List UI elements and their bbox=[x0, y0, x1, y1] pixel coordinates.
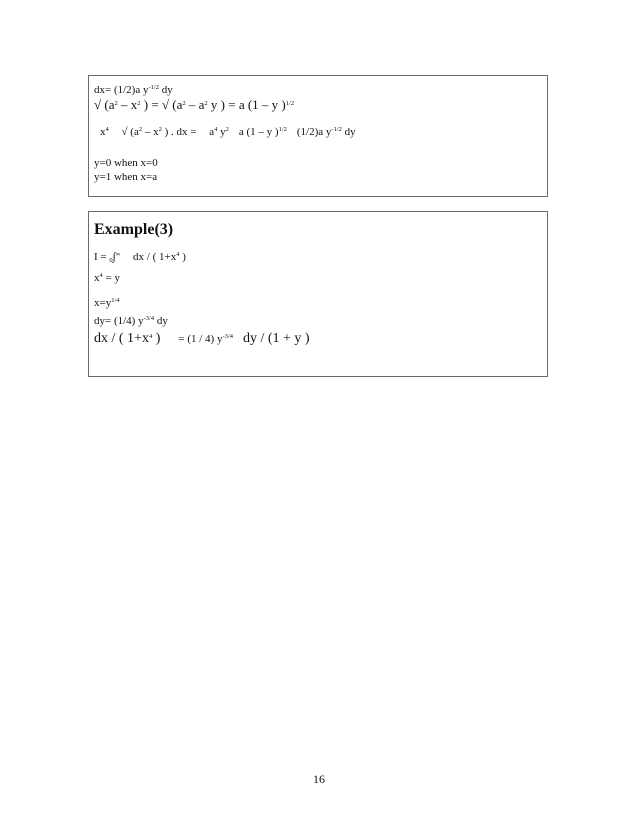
exponent: 2 bbox=[137, 100, 141, 107]
exponent: -3/4 bbox=[222, 333, 233, 340]
exponent: -3/4 bbox=[143, 315, 155, 322]
exponent: 1/4 bbox=[111, 297, 120, 304]
text: = (1 / 4) y bbox=[178, 333, 223, 345]
text: dx / ( 1+x bbox=[130, 251, 177, 263]
exponent: 2 bbox=[158, 126, 162, 133]
text: = y bbox=[102, 272, 120, 284]
exponent: 1/2 bbox=[278, 126, 287, 133]
formula-integrand bbox=[100, 127, 356, 138]
limit-upper: y=1 when x=a bbox=[94, 171, 158, 183]
text: dx / ( 1+x bbox=[94, 331, 149, 346]
formula-dy bbox=[94, 316, 168, 327]
page-number: 16 bbox=[313, 772, 325, 786]
exponent: 2 bbox=[114, 100, 118, 107]
text: dy bbox=[341, 126, 356, 138]
limit-lower: y=0 when x=0 bbox=[94, 157, 158, 169]
derivation-box bbox=[88, 75, 548, 197]
text: ) = √ (a bbox=[140, 97, 183, 112]
text: dy bbox=[154, 315, 168, 327]
formula-integral bbox=[94, 252, 186, 263]
text: ) . dx = bbox=[161, 126, 200, 138]
lower-limit: 0 bbox=[109, 257, 113, 264]
text: I = bbox=[94, 251, 110, 263]
text: a (1 – y ) bbox=[238, 126, 279, 138]
exponent: 4 bbox=[214, 126, 218, 133]
exponent: 2 bbox=[138, 126, 143, 133]
exponent: -1/2 bbox=[148, 84, 159, 91]
exponent: 2 bbox=[182, 100, 186, 107]
formula-dx bbox=[94, 85, 173, 96]
text: a bbox=[209, 126, 215, 138]
text: ) bbox=[179, 251, 186, 263]
formula-result bbox=[94, 332, 310, 346]
example-box bbox=[88, 211, 548, 377]
exponent: 2 bbox=[225, 126, 229, 133]
exponent: 4 bbox=[148, 333, 153, 340]
text: √ (a bbox=[118, 126, 139, 138]
exponent: -1/2 bbox=[331, 126, 342, 133]
text: – a bbox=[185, 97, 205, 112]
exponent: 4 bbox=[176, 251, 180, 258]
formula-sqrt bbox=[94, 98, 294, 111]
formula-substitution bbox=[94, 273, 120, 284]
text: ) bbox=[152, 331, 161, 346]
text: √ (a bbox=[94, 97, 115, 112]
text: y bbox=[217, 126, 226, 138]
example-title: Example(3) bbox=[94, 221, 174, 238]
text: x=y bbox=[94, 297, 112, 309]
text: x bbox=[100, 126, 106, 138]
formula-x bbox=[94, 298, 120, 309]
text: dy= (1/4) y bbox=[94, 315, 144, 327]
text: dy bbox=[158, 84, 173, 96]
text: y ) = a (1 – y ) bbox=[207, 97, 286, 112]
text: – x bbox=[117, 97, 138, 112]
text: x bbox=[94, 272, 100, 284]
exponent: 4 bbox=[99, 272, 103, 279]
exponent: 2 bbox=[204, 100, 208, 107]
exponent: 4 bbox=[105, 126, 109, 133]
text: – x bbox=[142, 126, 159, 138]
text: dx= (1/2)a y bbox=[94, 84, 149, 96]
text: dy / (1 + y ) bbox=[242, 331, 310, 346]
upper-limit: ∞ bbox=[115, 251, 121, 258]
text: (1/2)a y bbox=[296, 126, 332, 138]
exponent: 1/2 bbox=[285, 100, 295, 107]
integral-sign: ∫ bbox=[112, 251, 116, 263]
